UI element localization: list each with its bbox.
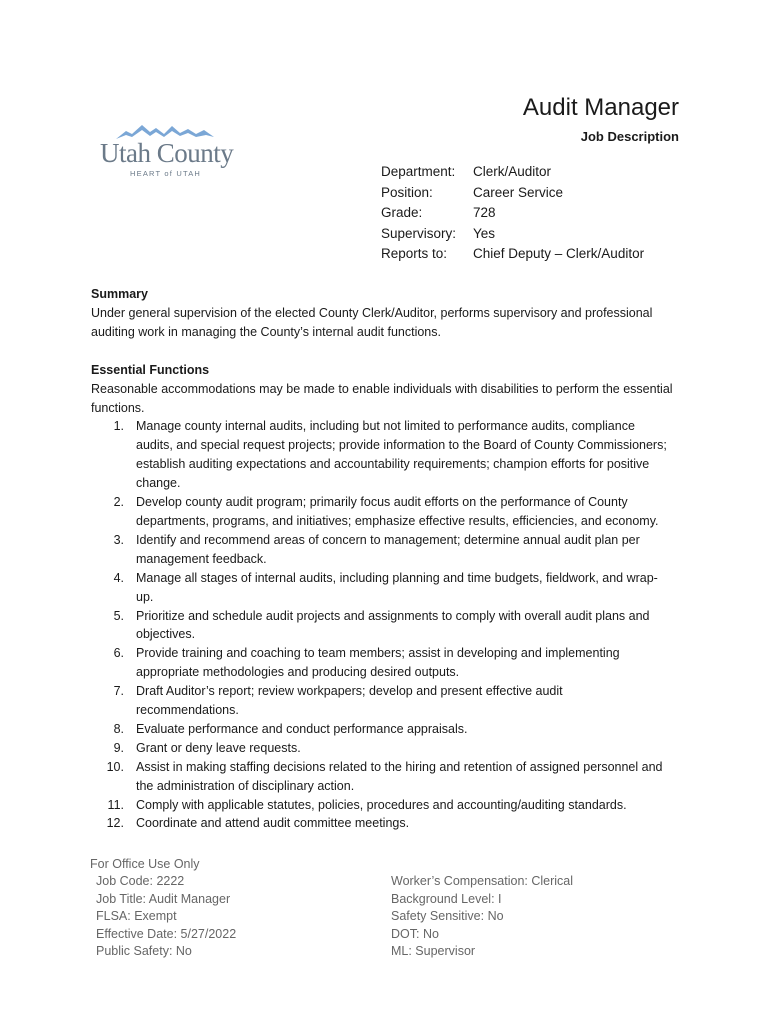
function-item (91, 531, 681, 569)
job-meta-table (381, 162, 644, 265)
function-text-line: Provide training and coaching to team members; assist in developing and implementing (136, 646, 620, 661)
logo-tagline: HEART of UTAH (130, 169, 202, 178)
function-text-line: up. (136, 589, 154, 604)
logo-wordmark: Utah County (100, 138, 234, 168)
function-text-line: Evaluate performance and conduct performance appraisals. (136, 721, 468, 736)
function-text-line: Coordinate and attend audit committee meetings. (136, 816, 410, 831)
office-use-line: Effective Date: 5/27/2022 (96, 926, 237, 941)
function-item (91, 569, 681, 607)
office-use-line: Job Code: 2222 (96, 874, 185, 889)
function-text-line: Develop county audit program; primarily focus audit efforts on the performance of County (136, 495, 628, 510)
office-use-line: Safety Sensitive: No (391, 909, 504, 924)
office-use-line: Background Level: I (391, 891, 502, 906)
function-text-line: Assist in making staffing decisions related to the hiring and retention of assigned personnel and (136, 759, 663, 774)
meta-value: Chief Deputy – Clerk/Auditor (473, 246, 645, 261)
function-text-line: audits, and special request projects; provide information to the Board of County Commissioners; (136, 438, 667, 453)
meta-row (381, 183, 644, 204)
function-text-line: Draft Auditor’s report; review workpapers; develop and present effective audit (136, 684, 563, 699)
function-text-line: Identify and recommend areas of concern to management; determine annual audit plan per (136, 532, 640, 547)
function-item (91, 644, 681, 682)
function-item (91, 682, 681, 720)
function-number: 2. (113, 495, 124, 510)
meta-row (381, 162, 644, 183)
essential-functions-intro: Reasonable accommodations may be made to enable individuals with disabilities to perform the essential functions. (91, 381, 673, 415)
function-text-line: appropriate methodologies and producing desired outputs. (136, 665, 460, 680)
function-number: 3. (113, 532, 124, 547)
meta-label: Position: (381, 184, 433, 200)
function-text-line: departments, programs, and initiatives; emphasize effective results, efficiencies, and economy. (136, 513, 659, 528)
function-number: 1. (113, 419, 124, 434)
function-text-line: Grant or deny leave requests. (136, 740, 301, 755)
function-item (91, 607, 681, 645)
function-number: 8. (113, 721, 124, 736)
function-item (91, 796, 681, 815)
function-item (91, 720, 681, 739)
office-use-line: Worker’s Compensation: Clerical (391, 874, 574, 889)
office-use-line: ML: Supervisor (391, 944, 476, 959)
office-use-line: Public Safety: No (96, 944, 192, 959)
office-use-right-column (391, 873, 573, 960)
function-text-line: change. (136, 476, 181, 491)
meta-row (381, 203, 644, 224)
function-number: 10. (106, 759, 124, 774)
essential-functions-list (91, 417, 681, 833)
function-text-line: Comply with applicable statutes, policies, procedures and accounting/auditing standards. (136, 797, 627, 812)
meta-row (381, 224, 644, 245)
function-text-line: management feedback. (136, 551, 267, 566)
document-title: Audit Manager (522, 94, 679, 121)
office-use-line: Job Title: Audit Manager (96, 891, 231, 906)
function-number: 7. (113, 684, 124, 699)
office-use-left-column (96, 873, 236, 960)
function-text-line: establish auditing expectations and accountability requirements; champion efforts for positive (136, 457, 650, 472)
job-description-body (91, 285, 681, 833)
function-number: 11. (107, 797, 124, 812)
function-text-line: recommendations. (136, 703, 239, 718)
meta-value: Clerk/Auditor (473, 164, 552, 179)
meta-label: Grade: (381, 205, 423, 220)
office-use-line: FLSA: Exempt (96, 909, 177, 924)
utah-county-logo (100, 122, 232, 180)
function-number: 4. (113, 570, 124, 585)
function-item (91, 739, 681, 758)
function-number: 9. (113, 740, 124, 755)
function-text-line: Prioritize and schedule audit projects and assignments to comply with overall audit plans and (136, 608, 650, 623)
function-text-line: Manage all stages of internal audits, including planning and time budgets, fieldwork, and wrap- (136, 570, 658, 585)
function-number: 12. (106, 816, 124, 831)
meta-value: 728 (473, 205, 496, 220)
function-text-line: objectives. (136, 627, 196, 642)
function-item (91, 758, 681, 796)
function-item (91, 417, 681, 493)
meta-label: Reports to: (381, 246, 448, 261)
meta-value: Career Service (473, 184, 564, 200)
function-number: 5. (113, 608, 124, 623)
function-text-line: Manage county internal audits, including but not limited to performance audits, compliance (136, 419, 635, 434)
document-subtitle: Job Description (580, 129, 679, 144)
function-item (91, 814, 681, 833)
function-number: 6. (113, 646, 124, 661)
office-use-heading: For Office Use Only (90, 857, 200, 871)
office-use-section (90, 856, 574, 959)
summary-heading: Summary (91, 287, 148, 301)
meta-label: Department: (381, 164, 456, 179)
meta-row (381, 244, 644, 265)
essential-functions-heading: Essential Functions (91, 362, 210, 377)
function-text-line: the administration of disciplinary action. (136, 778, 355, 793)
summary-text: Under general supervision of the elected County Clerk/Auditor, performs supervisory and professional auditing work in managing the County’s internal audit functions. (91, 305, 653, 339)
function-item (91, 493, 681, 531)
meta-label: Supervisory: (381, 225, 457, 241)
meta-value: Yes (473, 225, 496, 241)
office-use-line: DOT: No (391, 926, 439, 941)
